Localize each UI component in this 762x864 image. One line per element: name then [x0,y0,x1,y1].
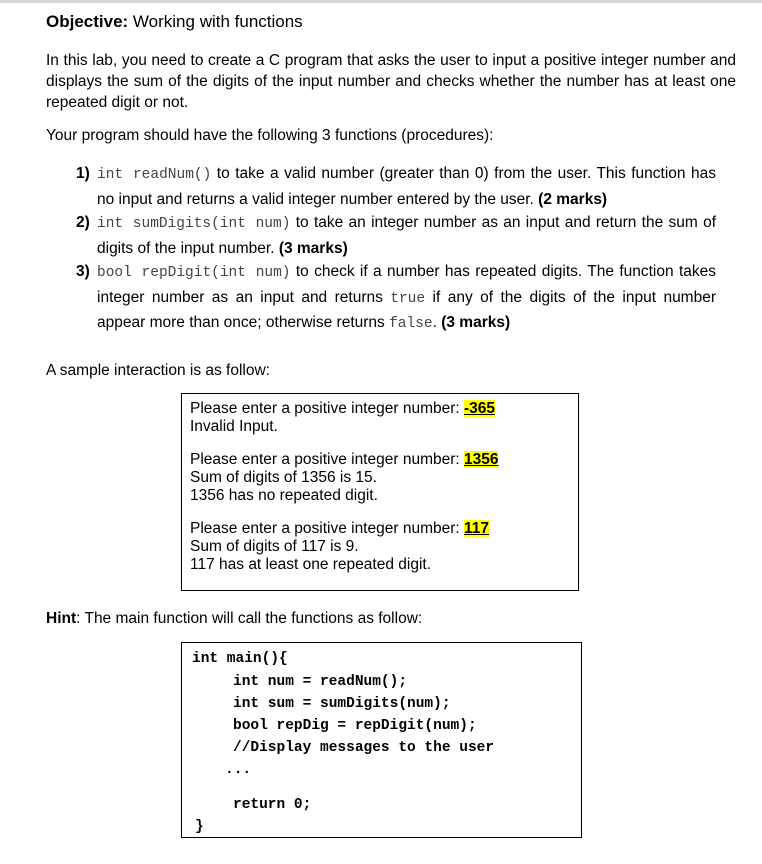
readnum-signature: int readNum() [97,167,212,183]
prompt-text: Please enter a positive integer number: [190,451,464,468]
output-line: Invalid Input. [190,418,278,435]
output-line: 117 has at least one repeated digit. [190,556,431,573]
code-line: bool repDig = repDigit(num); [233,718,477,734]
intro-paragraph: In this lab, you need to create a C program that asks the user to input a positive integer number and displays the sum of the digits of the input number and checks whether the number has at least one repeated digit or not. [46,52,736,111]
prompt-line [190,451,578,469]
hint-line [46,610,422,628]
sumdigits-marks: (3 marks) [278,239,348,257]
item-number: 2) [76,214,90,231]
function-item-readnum [76,162,716,211]
prompt-text: Please enter a positive integer number: [190,400,464,417]
item-body [97,162,716,211]
interaction-block [190,520,578,574]
user-input: -365 [464,400,496,417]
code-line: int num = readNum(); [233,674,408,690]
code-line: return 0; [233,797,312,813]
repdigit-signature: bool repDigit(int num) [97,265,291,281]
code-line: int sum = sumDigits(num); [233,696,451,712]
item-number: 3) [76,263,90,280]
repdigit-description-end: . [432,314,442,331]
code-box [181,642,582,838]
output-line: 1356 has no repeated digit. [190,487,378,504]
interaction-block [190,451,578,505]
repdigit-description: to check if a number has repeated digits. The function takes integer number as an input and returns [97,263,716,306]
function-item-repdigit [76,260,716,337]
code-closing-brace: } [195,819,204,835]
repdigit-marks: (3 marks) [441,314,511,331]
prompt-line [190,520,578,538]
user-input: 1356 [464,451,499,468]
user-input: 117 [464,520,490,537]
repdigit-description-cont: if any of the digits of the input number appear more than once; otherwise returns [97,288,716,331]
prompt-text: Please enter a positive integer number: [190,520,464,537]
objective-text: Working with functions [128,12,303,31]
sample-interaction-box [181,393,579,591]
function-item-sumdigits [76,211,716,260]
false-keyword: false [389,316,433,332]
readnum-marks: (2 marks) [538,190,608,208]
sumdigits-description: to take an integer number as an input and return the sum of digits of the input number. [97,214,716,257]
code-line: int main(){ [192,651,288,667]
sample-label: A sample interaction is as follow: [46,362,270,379]
function-list [76,162,716,337]
true-keyword: true [390,290,426,307]
item-body [97,211,716,260]
output-line: Sum of digits of 1356 is 15. [190,469,377,486]
output-line: Sum of digits of 117 is 9. [190,538,359,555]
code-ellipsis: ... [225,762,252,778]
functions-lead: Your program should have the following 3 functions (procedures): [46,127,494,144]
item-number: 1) [76,165,90,182]
code-comment: //Display messages to the user [233,740,495,756]
objective-label: Objective: [46,12,129,31]
sumdigits-signature: int sumDigits(int num) [97,216,291,232]
hint-text: : The main function will call the functions as follow: [76,610,423,627]
item-body [97,260,716,337]
interaction-block [190,400,578,436]
objective-heading [46,12,303,32]
top-divider [0,0,762,3]
prompt-line [190,400,578,418]
readnum-description: to take a valid number (greater than 0) from the user. This function has no input and returns a valid integer number entered by the user. [97,165,716,208]
hint-label: Hint [46,610,77,627]
